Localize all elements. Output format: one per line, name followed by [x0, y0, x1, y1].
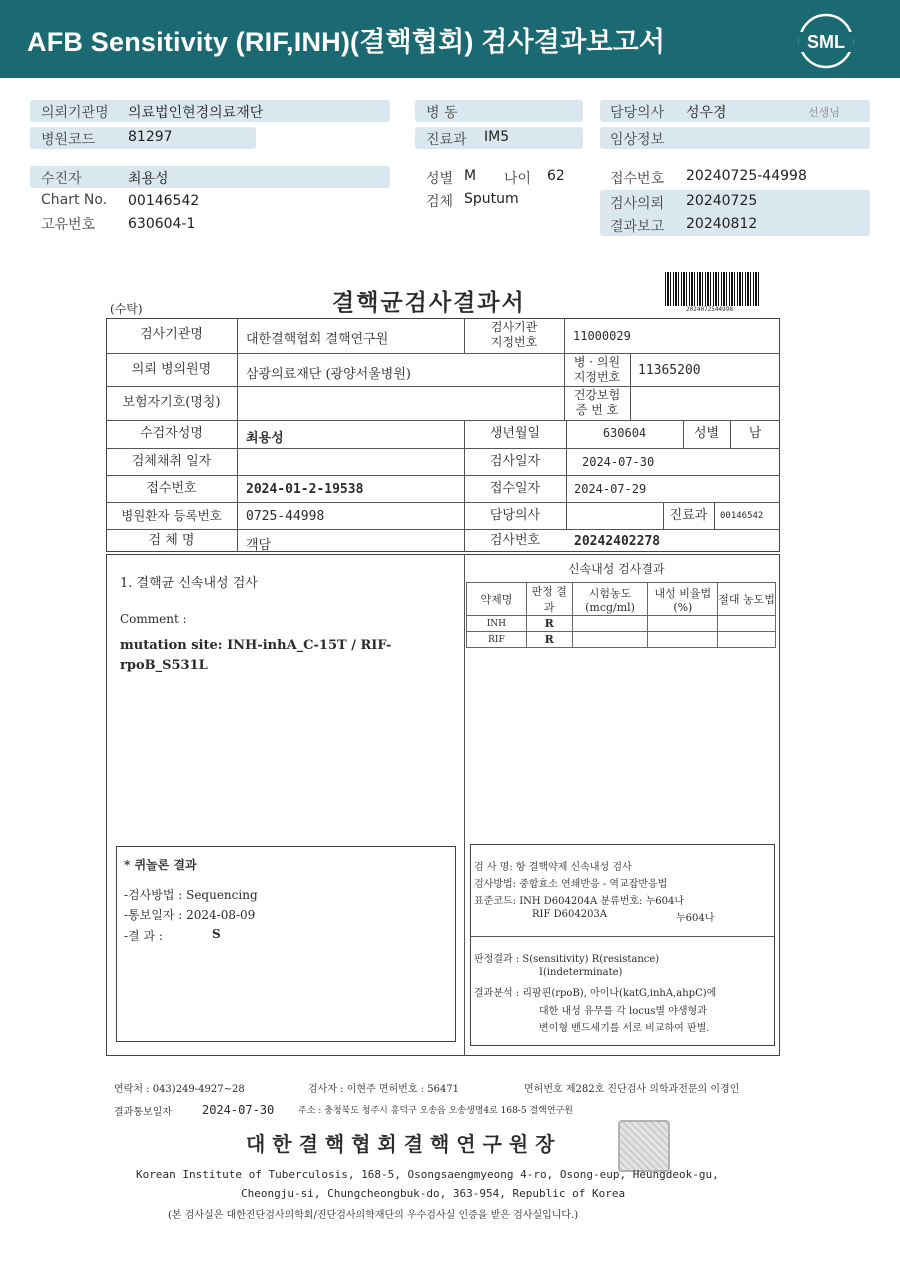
footer-contact: 연락처 : 043)249-4927~28 [114, 1084, 245, 1095]
footer-address-en-1: Korean Institute of Tuberculosis, 168-5, Osongsaengmyeong 4-ro, Osong-eup, Heungdeok-gu, [136, 1168, 719, 1181]
barcode-number: 2024072544998 [686, 306, 733, 313]
doctor-value: 성우경 [686, 105, 727, 121]
requester-label: 의뢰 병의원명 [131, 362, 212, 377]
rapid-drug-rif: RIF [467, 632, 527, 648]
specimen-value: Sputum [464, 191, 519, 207]
rapid-result-inh: R [526, 616, 572, 632]
insurer-label: 보험자기호(명칭) [122, 395, 221, 410]
quinolone-result-value: S [212, 927, 221, 941]
table-row [467, 632, 776, 648]
health-ins-label-1: 건강보험 [573, 388, 621, 402]
rapid-title: 신속내성 검사결과 [568, 562, 665, 576]
section-title: 1. 결핵균 신속내성 검사 [120, 576, 258, 591]
hosp-code-value: 11365200 [638, 363, 701, 378]
rapid-header-ratio: 내성 비율법(%) [648, 583, 718, 616]
doctor-cell-label: 담당의사 [489, 508, 541, 523]
method-line-9: 변이형 밴드세기를 서로 비교하여 판별. [539, 1023, 710, 1034]
report-date-label: 결과보고 [610, 219, 665, 235]
comment-label: Comment : [120, 612, 187, 626]
footer-address-kr: 주소 : 충청북도 청주시 흥덕구 오송읍 오송생명4로 168-5 결핵연구원 [298, 1106, 573, 1116]
receipt-value: 20240725-44998 [686, 168, 807, 184]
method-line-8: 대한 내성 유무를 각 locus별 야생형과 [539, 1006, 707, 1017]
test-no-label: 검사번호 [489, 533, 541, 548]
sex-value: M [464, 168, 477, 184]
agency-code-label-1: 검사기관 [490, 320, 538, 334]
doctor-label: 담당의사 [610, 105, 665, 121]
requester-value: 삼광의료재단 (광양서울병원) [246, 367, 411, 382]
hosp-code-label-1: 병 · 의원 [573, 355, 621, 369]
dept-value: IM5 [484, 129, 510, 145]
method-line-4b: 누604나 [676, 913, 715, 924]
hosp-code-label-2: 지정번호 [573, 370, 621, 384]
reg-no-label: 병원환자 등록번호 [121, 508, 222, 523]
request-label: 검사의뢰 [610, 196, 665, 212]
birth-value: 630604 [602, 426, 647, 440]
age-value: 62 [547, 168, 565, 184]
consign-label: (수탁) [110, 302, 143, 316]
method-line-1: 검 사 명: 항 결핵약제 신속내성 검사 [474, 862, 632, 873]
unique-no-value: 630604-1 [128, 216, 196, 232]
rapid-header-abs: 절대 농도법 [718, 583, 776, 616]
method-line-3: 표준코드: INH D604204A 분류번호: 누604나 [474, 896, 684, 907]
dept-cell-label: 진료과 [669, 508, 708, 523]
dept-label: 진료과 [426, 132, 467, 148]
specimen-name-label: 검 체 명 [148, 533, 195, 548]
chart-no-label: Chart No. [41, 192, 108, 208]
clinical-label: 임상정보 [610, 132, 665, 148]
scanned-report [100, 262, 800, 1262]
sex-cell-value: 남 [748, 426, 762, 441]
footer-examiner: 검사자 : 이현주 면허번호 : 56471 [308, 1084, 460, 1095]
logo-text: SML [807, 32, 845, 52]
patient-name-value: 최용성 [246, 431, 284, 446]
agency-code-value: 11000029 [573, 329, 631, 343]
receipt-date-value: 2024-07-29 [574, 482, 647, 496]
sml-logo-icon [797, 12, 855, 70]
patient-label: 수진자 [41, 171, 82, 187]
footer-notify-date: 2024-07-30 [202, 1103, 275, 1117]
rapid-drug-inh: INH [467, 616, 527, 632]
method-line-4: RIF D604203A [532, 909, 608, 920]
barcode [665, 272, 761, 306]
request-value: 20240725 [686, 193, 758, 209]
info-bar-patient [30, 166, 390, 188]
doctor-suffix: 선생님 [808, 106, 840, 119]
agency-code-label-2: 지정번호 [490, 335, 538, 349]
table-row [467, 616, 776, 632]
health-ins-label-2: 증 번 호 [575, 403, 619, 417]
reg-no-value: 0725-44998 [246, 509, 325, 524]
ward-label: 병 동 [426, 105, 458, 121]
official-seal-icon [618, 1120, 670, 1172]
agency-value: 대한결핵협회 결핵연구원 [246, 332, 389, 347]
method-line-5: 판정결과 : S(sensitivity) R(resistance) [474, 954, 660, 965]
mutation-line-1: mutation site: INH-inhA_C-15T / RIF- [120, 638, 392, 653]
test-no-value: 20242402278 [574, 534, 661, 549]
rapid-result-rif: R [526, 632, 572, 648]
method-line-6: I(indeterminate) [539, 967, 623, 978]
footer-notify-label: 결과통보일자 [114, 1107, 172, 1118]
hospital-code-value: 81297 [128, 129, 173, 145]
rapid-header-conc: 시험농도 (mcg/ml) [572, 583, 648, 616]
dept-cell-value: 00146542 [720, 511, 764, 521]
rapid-header-drug: 약제명 [467, 583, 527, 616]
quinolone-date: -통보일자 : 2024-08-09 [124, 908, 256, 922]
birth-label: 생년월일 [489, 426, 541, 441]
footer-director: 대 한 결 핵 협 회 결 핵 연 구 원 장 [246, 1132, 555, 1156]
footer-cert: (본 검사실은 대한진단검사의학회/진단검사의학재단의 우수검사실 인증을 받은 검사실입니다.) [168, 1210, 579, 1221]
specimen-label: 검체 [426, 194, 454, 210]
quinolone-box [116, 846, 456, 1042]
receipt-label: 접수번호 [610, 171, 665, 187]
patient-value: 최용성 [128, 171, 169, 187]
sex-label: 성별 [426, 171, 454, 187]
test-date-value: 2024-07-30 [582, 455, 655, 469]
age-label: 나이 [504, 171, 532, 187]
quinolone-method: -검사방법 : Sequencing [124, 888, 258, 902]
chart-no-value: 00146542 [128, 193, 200, 209]
header-bar [0, 0, 900, 78]
receipt-no-label: 접수번호 [146, 481, 197, 496]
institution-value: 의료법인현경의료재단 [128, 105, 264, 121]
rapid-header-result: 판정 결과 [526, 583, 572, 616]
mutation-line-2: rpoB_S531L [120, 658, 208, 673]
patient-name-label: 수검자성명 [140, 426, 203, 441]
unique-no-label: 고유번호 [41, 217, 96, 233]
report-title: 결핵균검사결과서 [332, 289, 526, 316]
report-date-value: 20240812 [686, 216, 758, 232]
hospital-code-label: 병원코드 [41, 132, 96, 148]
method-line-2: 검사방법: 중합효소 연쇄반응 - 역교잡반응법 [474, 879, 668, 890]
institution-label: 의뢰기관명 [41, 105, 109, 121]
receipt-no-value: 2024-01-2-19538 [246, 482, 364, 497]
method-line-7: 결과분석 : 리팜핀(rpoB), 아이나(katG,inhA,ahpC)에 [474, 988, 717, 999]
footer-license: 면허번호 제282호 진단검사 의학과전문의 이경인 [524, 1084, 740, 1095]
collect-date-label: 검체채취 일자 [131, 454, 212, 469]
sex-cell-label: 성별 [693, 426, 720, 441]
specimen-name-value: 객담 [246, 538, 272, 553]
quinolone-result-label: -결 과 : [124, 929, 163, 943]
receipt-date-label: 접수일자 [489, 481, 541, 496]
agency-label: 검사기관명 [140, 327, 203, 342]
quinolone-title: * 퀴놀론 결과 [124, 858, 197, 872]
rapid-result-table [466, 582, 776, 648]
page-title: AFB Sensitivity (RIF,INH)(결핵협회) 검사결과보고서 [27, 27, 666, 57]
test-date-label: 검사일자 [489, 454, 541, 469]
footer-address-en-2: Cheongju-si, Chungcheongbuk-do, 363-954, Republic of Korea [241, 1187, 626, 1200]
